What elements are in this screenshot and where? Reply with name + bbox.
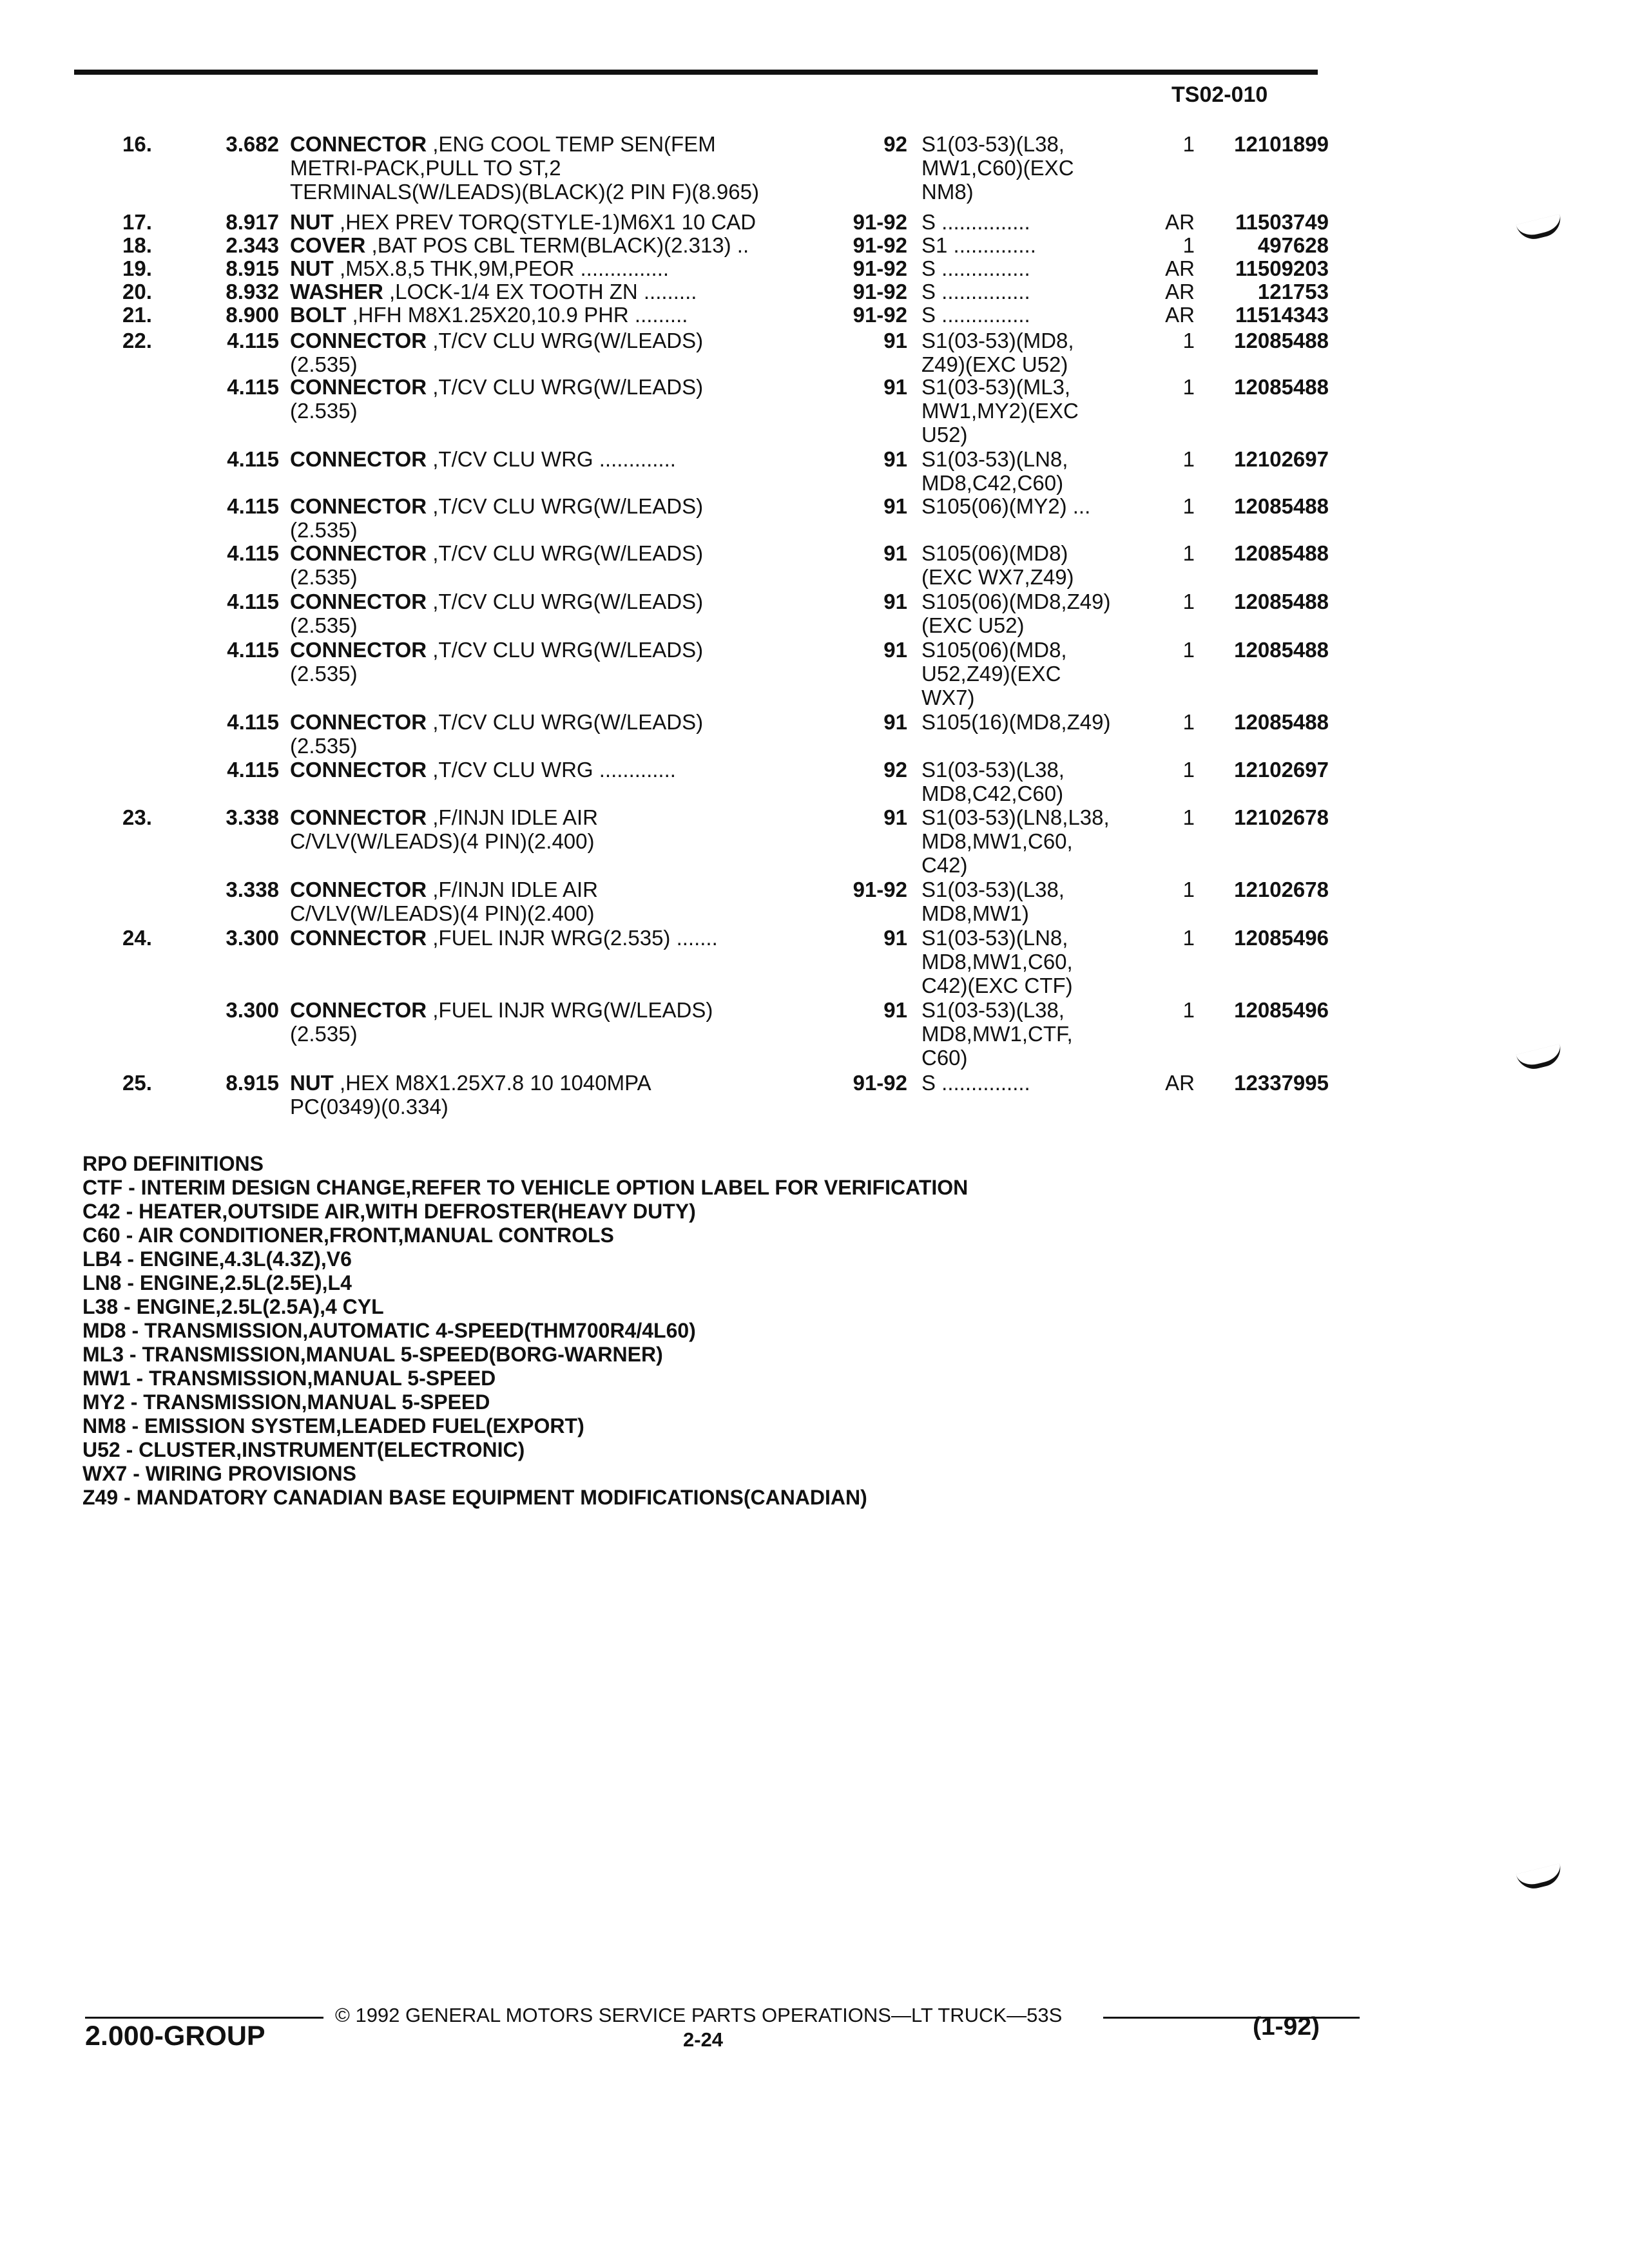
quantity: AR xyxy=(1165,210,1195,234)
part-description xyxy=(290,329,838,376)
item-number: 16. xyxy=(122,132,152,156)
part-description xyxy=(290,590,838,637)
part-description xyxy=(290,710,838,758)
group-number: 8.915 xyxy=(226,256,279,280)
part-detail: ,F/INJN IDLE AIR C/VLV(W/LEADS)(4 PIN)(2.400) xyxy=(290,878,598,925)
part-number: 12102678 xyxy=(1234,805,1329,829)
part-description xyxy=(290,541,838,589)
part-detail: ,T/CV CLU WRG(W/LEADS) (2.535) xyxy=(290,710,704,758)
group-number: 3.338 xyxy=(226,805,279,829)
part-detail: ,HEX PREV TORQ(STYLE-1)M6X1 10 CAD xyxy=(333,210,757,234)
part-detail: ,ENG COOL TEMP SEN(FEM METRI-PACK,PULL TO ST,2 TERMINALS(W/LEADS)(BLACK)(2 PIN F)(8.965) xyxy=(290,132,759,204)
footer-rule-left xyxy=(85,2017,323,2019)
application: S1(03-53)(L38, MD8,MW1,CTF, C60) xyxy=(921,998,1073,1070)
model-year: 91 xyxy=(883,926,907,950)
part-detail: ,T/CV CLU WRG(W/LEADS) (2.535) xyxy=(290,590,704,637)
part-name: CONNECTOR xyxy=(290,638,427,662)
part-number: 12085488 xyxy=(1234,590,1329,613)
part-detail: ,FUEL INJR WRG(2.535) ....... xyxy=(427,926,718,950)
quantity: AR xyxy=(1165,280,1195,303)
part-name: NUT xyxy=(290,1071,334,1095)
part-name: CONNECTOR xyxy=(290,710,427,734)
item-number: 20. xyxy=(122,280,152,303)
part-description xyxy=(290,280,838,303)
quantity: 1 xyxy=(1182,329,1195,352)
group-number: 4.115 xyxy=(227,494,279,518)
model-year: 91 xyxy=(883,590,907,613)
part-detail: ,HFH M8X1.25X20,10.9 PHR ......... xyxy=(346,303,688,327)
part-description xyxy=(290,303,838,327)
part-description xyxy=(290,447,838,471)
model-year: 91 xyxy=(883,710,907,734)
application: S105(06)(MD8, U52,Z49)(EXC WX7) xyxy=(921,638,1067,709)
model-year: 91-92 xyxy=(853,256,907,280)
part-name: CONNECTOR xyxy=(290,132,427,156)
footer-rule-right xyxy=(1103,2017,1360,2019)
part-number: 12102697 xyxy=(1234,447,1329,471)
quantity: 1 xyxy=(1182,541,1195,565)
part-description xyxy=(290,638,838,686)
group-number: 3.300 xyxy=(226,926,279,950)
part-description xyxy=(290,805,838,853)
part-number: 12337995 xyxy=(1234,1071,1329,1095)
hole-punch-mark xyxy=(1516,1863,1565,1892)
part-number: 12085496 xyxy=(1234,926,1329,950)
part-description xyxy=(290,256,838,280)
model-year: 92 xyxy=(883,132,907,156)
part-number: 11514343 xyxy=(1235,303,1329,327)
model-year: 91-92 xyxy=(853,280,907,303)
application: S1(03-53)(L38, MD8,MW1) xyxy=(921,878,1065,925)
rpo-item: L38 - ENGINE,2.5L(2.5A),4 CYL xyxy=(82,1295,384,1318)
quantity: 1 xyxy=(1182,375,1195,399)
quantity: 1 xyxy=(1182,998,1195,1022)
application: S105(06)(MY2) ... xyxy=(921,494,1091,518)
model-year: 91 xyxy=(883,447,907,471)
part-description xyxy=(290,132,838,204)
part-number: 12085488 xyxy=(1234,494,1329,518)
model-year: 92 xyxy=(883,758,907,782)
part-number: 11509203 xyxy=(1235,256,1329,280)
part-description xyxy=(290,210,838,234)
group-label: 2.000-GROUP xyxy=(85,2021,265,2052)
item-number: 25. xyxy=(122,1071,152,1095)
part-number: 12085488 xyxy=(1234,541,1329,565)
part-detail: ,HEX M8X1.25X7.8 10 1040MPA PC(0349)(0.334) xyxy=(290,1071,651,1119)
quantity: AR xyxy=(1165,1071,1195,1095)
part-detail: ,T/CV CLU WRG ............. xyxy=(427,758,676,782)
quantity: 1 xyxy=(1182,494,1195,518)
item-number: 24. xyxy=(122,926,152,950)
application: S1(03-53)(L38, MD8,C42,C60) xyxy=(921,758,1065,805)
rpo-item: MD8 - TRANSMISSION,AUTOMATIC 4-SPEED(THM700R4/4L60) xyxy=(82,1319,696,1342)
part-number: 121753 xyxy=(1257,280,1329,303)
copyright-text: © 1992 GENERAL MOTORS SERVICE PARTS OPERATIONS—LT TRUCK—53S xyxy=(335,2004,1063,2026)
rpo-definitions xyxy=(82,1152,968,1510)
part-description xyxy=(290,494,838,542)
application: S1(03-53)(LN8, MD8,MW1,C60, C42)(EXC CTF) xyxy=(921,926,1073,997)
part-name: CONNECTOR xyxy=(290,375,427,399)
model-year: 91-92 xyxy=(853,233,907,257)
group-number: 4.115 xyxy=(227,541,279,565)
part-detail: ,T/CV CLU WRG ............. xyxy=(427,447,676,471)
part-detail: ,M5X.8,5 THK,9M,PEOR ............... xyxy=(333,256,670,280)
quantity: 1 xyxy=(1182,590,1195,613)
part-name: CONNECTOR xyxy=(290,494,427,518)
rpo-item: Z49 - MANDATORY CANADIAN BASE EQUIPMENT MODIFICATIONS(CANADIAN) xyxy=(82,1486,867,1509)
part-number: 12085488 xyxy=(1234,329,1329,352)
model-year: 91-92 xyxy=(853,303,907,327)
quantity: 1 xyxy=(1182,758,1195,782)
model-year: 91-92 xyxy=(853,878,907,901)
part-description xyxy=(290,375,838,423)
group-number: 4.115 xyxy=(227,758,279,782)
part-detail: ,BAT POS CBL TERM(BLACK)(2.313) .. xyxy=(365,233,749,257)
application: S1 .............. xyxy=(921,233,1036,257)
rpo-item: C42 - HEATER,OUTSIDE AIR,WITH DEFROSTER(HEAVY DUTY) xyxy=(82,1200,696,1223)
item-number: 17. xyxy=(122,210,152,234)
application: S ............... xyxy=(921,1071,1030,1095)
application: S1(03-53)(LN8, MD8,C42,C60) xyxy=(921,447,1068,495)
part-name: WASHER xyxy=(290,280,383,303)
group-number: 8.900 xyxy=(226,303,279,327)
model-year: 91 xyxy=(883,541,907,565)
part-name: CONNECTOR xyxy=(290,878,427,901)
part-detail: ,F/INJN IDLE AIR C/VLV(W/LEADS)(4 PIN)(2.400) xyxy=(290,805,598,853)
quantity: 1 xyxy=(1182,805,1195,829)
quantity: AR xyxy=(1165,303,1195,327)
quantity: 1 xyxy=(1182,710,1195,734)
group-number: 4.115 xyxy=(227,329,279,352)
application: S105(06)(MD8) (EXC WX7,Z49) xyxy=(921,541,1074,589)
item-number: 18. xyxy=(122,233,152,257)
part-description xyxy=(290,998,838,1046)
quantity: 1 xyxy=(1182,132,1195,156)
part-description xyxy=(290,758,838,782)
item-number: 23. xyxy=(122,805,152,829)
part-number: 12085488 xyxy=(1234,638,1329,662)
part-name: CONNECTOR xyxy=(290,541,427,565)
part-name: CONNECTOR xyxy=(290,447,427,471)
group-number: 4.115 xyxy=(227,447,279,471)
group-number: 3.300 xyxy=(226,998,279,1022)
application: S ............... xyxy=(921,280,1030,303)
rpo-item: WX7 - WIRING PROVISIONS xyxy=(82,1462,356,1485)
part-description xyxy=(290,233,838,257)
part-name: BOLT xyxy=(290,303,347,327)
hole-punch-mark xyxy=(1516,214,1565,243)
model-year: 91 xyxy=(883,805,907,829)
part-name: NUT xyxy=(290,210,334,234)
group-number: 3.338 xyxy=(226,878,279,901)
group-number: 8.915 xyxy=(226,1071,279,1095)
part-number: 12102678 xyxy=(1234,878,1329,901)
application: S1(03-53)(ML3, MW1,MY2)(EXC U52) xyxy=(921,375,1079,447)
group-number: 2.343 xyxy=(226,233,279,257)
part-detail: ,T/CV CLU WRG(W/LEADS) (2.535) xyxy=(290,329,704,376)
application: S1(03-53)(LN8,L38, MD8,MW1,C60, C42) xyxy=(921,805,1110,877)
part-detail: ,FUEL INJR WRG(W/LEADS) (2.535) xyxy=(290,998,713,1046)
top-rule xyxy=(74,70,1318,75)
revision-label: (1-92) xyxy=(1253,2013,1320,2041)
part-number: 497628 xyxy=(1257,233,1329,257)
part-detail: ,T/CV CLU WRG(W/LEADS) (2.535) xyxy=(290,494,704,542)
rpo-list xyxy=(82,1176,968,1510)
part-detail: ,T/CV CLU WRG(W/LEADS) (2.535) xyxy=(290,375,704,423)
part-name: CONNECTOR xyxy=(290,329,427,352)
rpo-item: NM8 - EMISSION SYSTEM,LEADED FUEL(EXPORT) xyxy=(82,1414,584,1437)
part-description xyxy=(290,926,838,950)
quantity: AR xyxy=(1165,256,1195,280)
group-number: 4.115 xyxy=(227,710,279,734)
model-year: 91-92 xyxy=(853,1071,907,1095)
part-number: 12101899 xyxy=(1234,132,1329,156)
part-name: CONNECTOR xyxy=(290,805,427,829)
part-name: CONNECTOR xyxy=(290,998,427,1022)
part-description xyxy=(290,878,838,925)
rpo-item: ML3 - TRANSMISSION,MANUAL 5-SPEED(BORG-WARNER) xyxy=(82,1343,663,1366)
quantity: 1 xyxy=(1182,447,1195,471)
part-detail: ,LOCK-1/4 EX TOOTH ZN ......... xyxy=(383,280,697,303)
rpo-item: CTF - INTERIM DESIGN CHANGE,REFER TO VEHICLE OPTION LABEL FOR VERIFICATION xyxy=(82,1176,969,1199)
quantity: 1 xyxy=(1182,638,1195,662)
application: S105(06)(MD8,Z49) (EXC U52) xyxy=(921,590,1111,637)
model-year: 91 xyxy=(883,329,907,352)
part-name: CONNECTOR xyxy=(290,926,427,950)
part-detail: ,T/CV CLU WRG(W/LEADS) (2.535) xyxy=(290,638,704,686)
group-number: 8.932 xyxy=(226,280,279,303)
application: S1(03-53)(L38, MW1,C60)(EXC NM8) xyxy=(921,132,1074,204)
rpo-item: U52 - CLUSTER,INSTRUMENT(ELECTRONIC) xyxy=(82,1438,525,1461)
group-number: 3.682 xyxy=(226,132,279,156)
rpo-title: RPO DEFINITIONS xyxy=(82,1152,264,1175)
application: S1(03-53)(MD8, Z49)(EXC U52) xyxy=(921,329,1074,376)
model-year: 91 xyxy=(883,375,907,399)
part-description xyxy=(290,1071,838,1119)
model-year: 91 xyxy=(883,494,907,518)
item-number: 19. xyxy=(122,256,152,280)
group-number: 4.115 xyxy=(227,638,279,662)
application: S ............... xyxy=(921,256,1030,280)
part-number: 12085488 xyxy=(1234,710,1329,734)
part-number: 12102697 xyxy=(1234,758,1329,782)
rpo-item: C60 - AIR CONDITIONER,FRONT,MANUAL CONTROLS xyxy=(82,1224,614,1247)
document-id: TS02-010 xyxy=(1171,82,1268,107)
model-year: 91 xyxy=(883,998,907,1022)
part-name: COVER xyxy=(290,233,366,257)
model-year: 91-92 xyxy=(853,210,907,234)
quantity: 1 xyxy=(1182,233,1195,257)
item-number: 21. xyxy=(122,303,152,327)
group-number: 4.115 xyxy=(227,375,279,399)
quantity: 1 xyxy=(1182,926,1195,950)
group-number: 4.115 xyxy=(227,590,279,613)
rpo-item: MY2 - TRANSMISSION,MANUAL 5-SPEED xyxy=(82,1390,490,1414)
application: S ............... xyxy=(921,303,1030,327)
group-number: 8.917 xyxy=(226,210,279,234)
part-number: 12085488 xyxy=(1234,375,1329,399)
application: S105(16)(MD8,Z49) xyxy=(921,710,1111,734)
model-year: 91 xyxy=(883,638,907,662)
hole-punch-mark xyxy=(1516,1044,1565,1073)
part-name: NUT xyxy=(290,256,334,280)
part-number: 11503749 xyxy=(1235,210,1329,234)
part-detail: ,T/CV CLU WRG(W/LEADS) (2.535) xyxy=(290,541,704,589)
application: S ............... xyxy=(921,210,1030,234)
rpo-item: LB4 - ENGINE,4.3L(4.3Z),V6 xyxy=(82,1247,352,1271)
page-number: 2-24 xyxy=(683,2028,724,2051)
quantity: 1 xyxy=(1182,878,1195,901)
item-number: 22. xyxy=(122,329,152,352)
rpo-item: MW1 - TRANSMISSION,MANUAL 5-SPEED xyxy=(82,1367,496,1390)
part-name: CONNECTOR xyxy=(290,590,427,613)
part-name: CONNECTOR xyxy=(290,758,427,782)
part-number: 12085496 xyxy=(1234,998,1329,1022)
rpo-item: LN8 - ENGINE,2.5L(2.5E),L4 xyxy=(82,1271,352,1294)
